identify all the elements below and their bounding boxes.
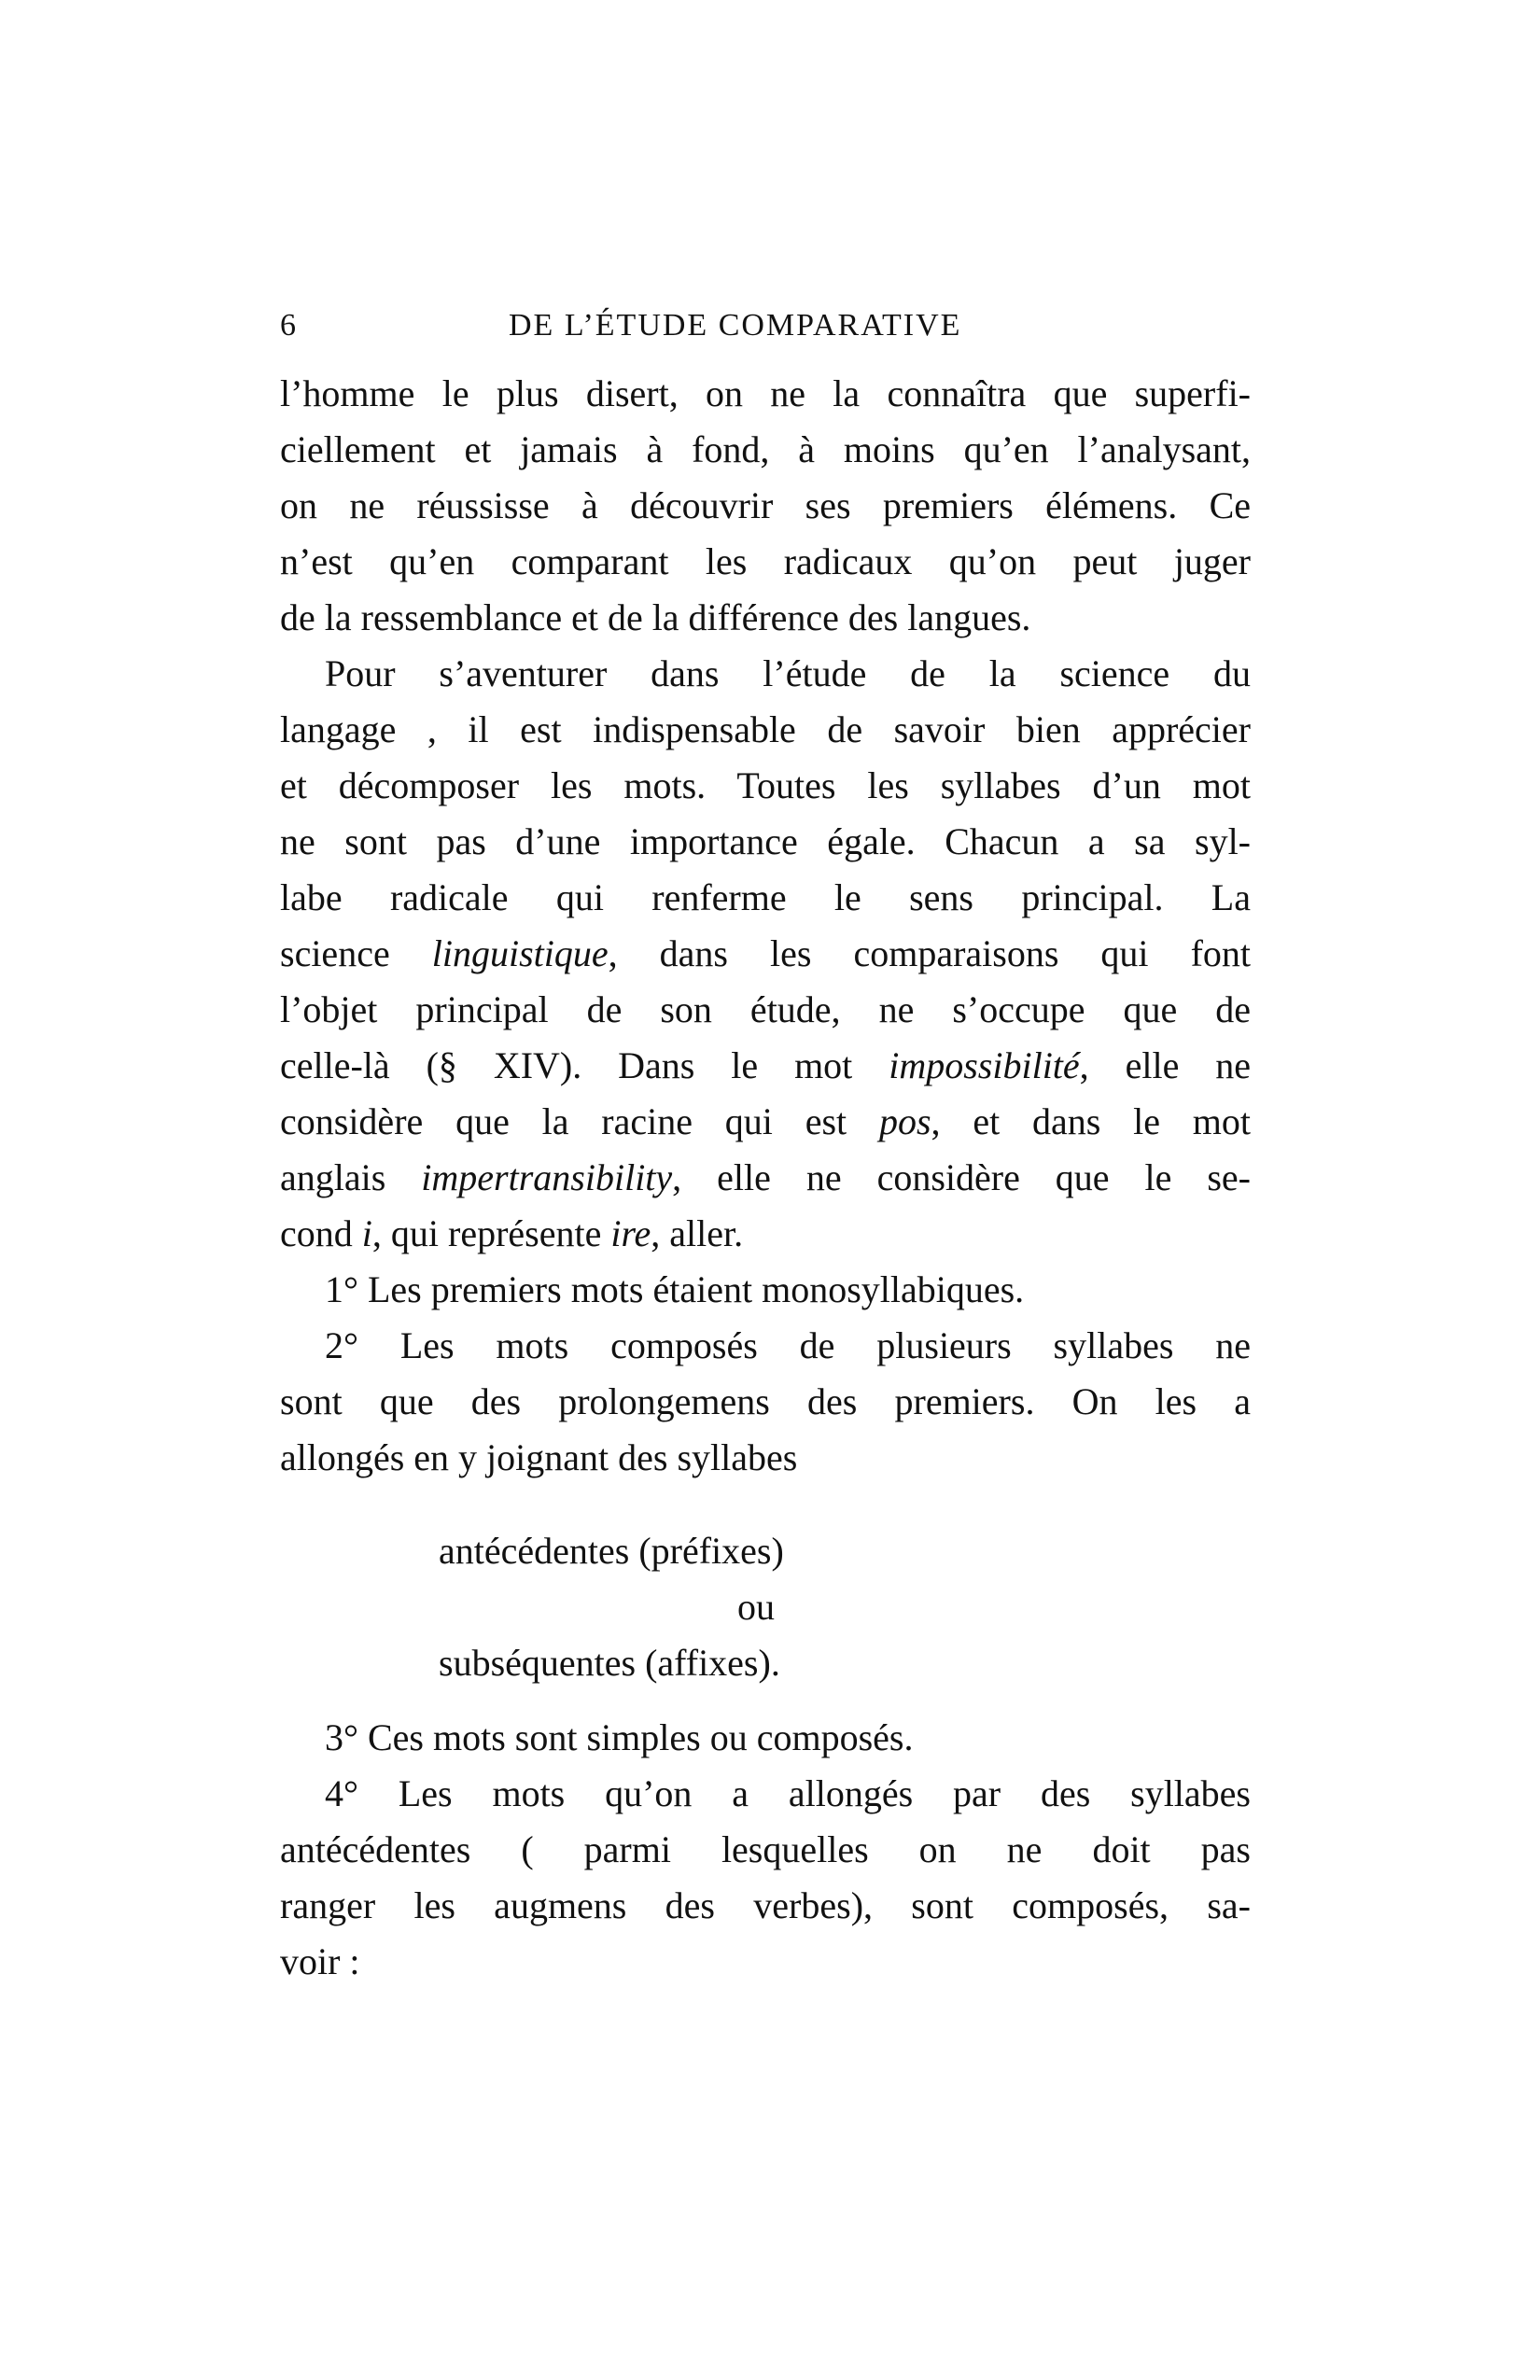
page-number: 6 <box>280 308 297 343</box>
text-run: , et dans le mot <box>931 1100 1251 1142</box>
text-line: et décomposer les mots. Toutes les syllabes d’un mot <box>280 764 1251 806</box>
text-line: langage , il est indispensable de savoir bien apprécier <box>280 708 1251 750</box>
text-line: l’objet principal de son étude, ne s’occupe que de <box>280 988 1251 1030</box>
text-run: anglais <box>280 1156 422 1198</box>
text-line: 2° Les mots composés de plusieurs syllabes ne <box>325 1324 1251 1366</box>
text-line <box>280 1150 1251 1206</box>
text-line: l’homme le plus disert, on ne la connaîtra que superfi- <box>280 372 1251 414</box>
text-run: considère que la racine qui est <box>280 1100 879 1142</box>
text-line: 4° Les mots qu’on a allongés par des syllabes <box>325 1772 1251 1814</box>
centered-line: ou <box>737 1586 775 1628</box>
text-run: celle-là (§ XIV). Dans le mot <box>280 1044 889 1086</box>
text-line: antécédentes ( parmi lesquelles on ne doit pas <box>280 1828 1251 1870</box>
numbered-item-3 <box>280 1710 1251 1766</box>
numbered-item-1 <box>280 1262 1251 1318</box>
text-run: , qui représente <box>371 1212 611 1254</box>
paragraph-continuation <box>280 366 1251 646</box>
page-header <box>280 308 1251 345</box>
text-line: 1° Les premiers mots étaient monosyllabiques. <box>325 1268 1025 1310</box>
text-line: ne sont pas d’une importance égale. Chacun a sa syl- <box>280 820 1251 862</box>
text-run: , elle ne <box>1079 1044 1251 1086</box>
text-line: Pour s’aventurer dans l’étude de la science du <box>325 652 1251 694</box>
text-line: allongés en y joignant des syllabes <box>280 1436 798 1478</box>
text-line: voir : <box>280 1940 360 1982</box>
text-line: labe radicale qui renferme le sens principal. La <box>280 876 1251 918</box>
body-text <box>280 366 1251 1990</box>
text-line: ciellement et jamais à fond, à moins qu’en l’analysant, <box>280 428 1251 470</box>
text-line <box>280 1038 1251 1094</box>
text-line: 3° Ces mots sont simples ou composés. <box>325 1716 914 1758</box>
italic-term: pos <box>878 1100 931 1142</box>
text-line <box>280 1206 1251 1262</box>
text-line <box>280 1094 1251 1150</box>
text-line <box>280 926 1251 982</box>
text-line: de la ressemblance et de la différence des langues. <box>280 596 1031 638</box>
text-run: , elle ne considère que le se- <box>672 1156 1251 1198</box>
italic-term: linguistique <box>431 932 609 974</box>
numbered-item-2 <box>280 1318 1251 1486</box>
italic-term: impossibilité <box>889 1044 1080 1086</box>
paragraph-linguistics <box>280 646 1251 1262</box>
text-run: , aller. <box>651 1212 744 1254</box>
centered-block <box>280 1523 1251 1691</box>
text-line: sont que des prolongemens des premiers. On les a <box>280 1380 1251 1422</box>
text-line: ranger les augmens des verbes), sont composés, sa- <box>280 1884 1251 1926</box>
text-line: n’est qu’en comparant les radicaux qu’on peut juger <box>280 540 1251 582</box>
numbered-item-4 <box>280 1766 1251 1990</box>
italic-term: ire <box>610 1212 651 1254</box>
text-run: , dans les comparaisons qui font <box>608 932 1251 974</box>
text-run: science <box>280 932 432 974</box>
text-line: on ne réussisse à découvrir ses premiers élémens. Ce <box>280 484 1251 526</box>
running-head: DE L’ÉTUDE COMPARATIVE <box>509 308 962 343</box>
centered-line: antécédentes (préfixes) <box>439 1530 784 1572</box>
centered-line: subséquentes (affixes). <box>439 1642 780 1684</box>
italic-term: i <box>361 1212 372 1254</box>
text-run: cond <box>280 1212 362 1254</box>
italic-term: impertransibility <box>421 1156 673 1198</box>
